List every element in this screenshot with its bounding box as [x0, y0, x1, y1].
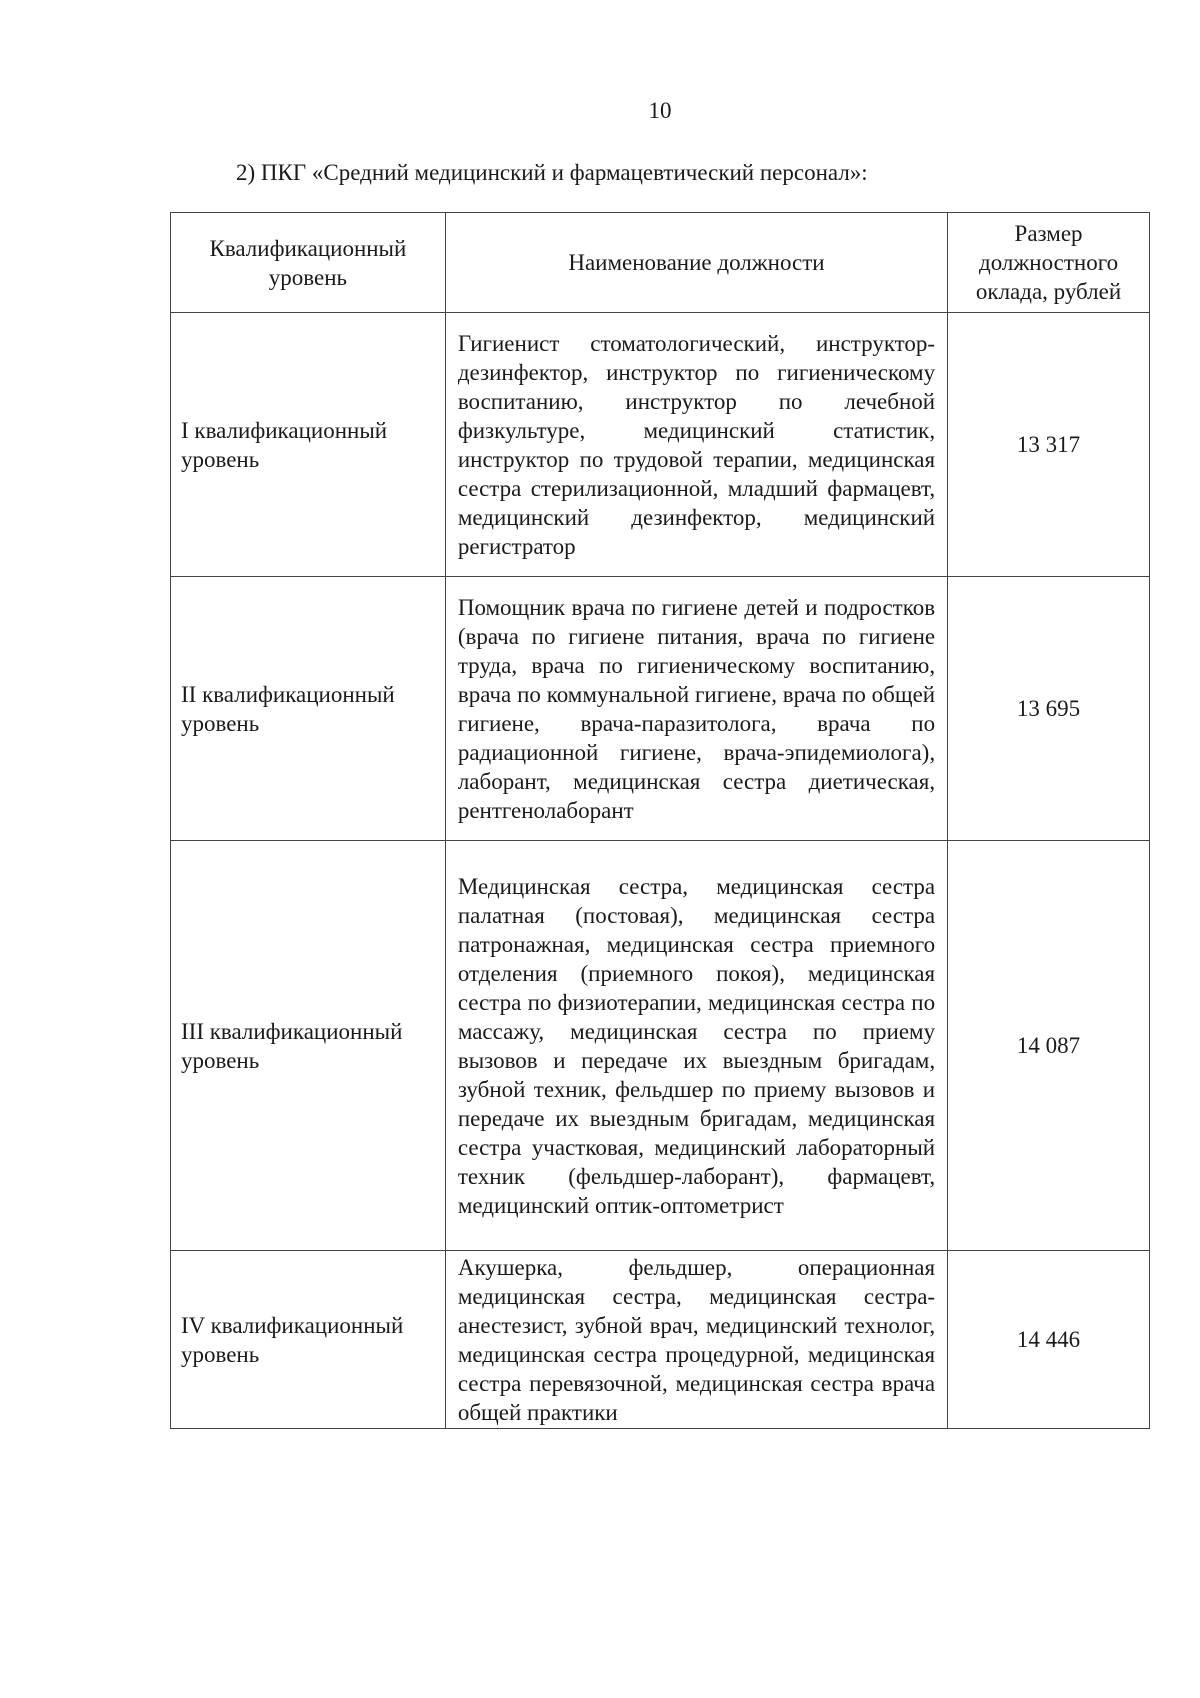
level-cell: II квалификационный уровень — [171, 577, 446, 841]
header-level: Квалификационный уровень — [171, 213, 446, 313]
positions-cell: Гигиенист стоматологический, инструктор-дезинфектор, инструктор по гигиеническому воспитанию, инструктор по лечебной физкультуре, медицинский статистик, инструктор по трудовой терапии, медицинская сестра стерилизационной, младший фармацевт, медицинский дезинфектор, медицинский регистратор — [445, 313, 947, 577]
salary-table — [170, 212, 1150, 1429]
level-cell: III квалификационный уровень — [171, 841, 446, 1251]
table-row — [171, 577, 1150, 841]
positions-cell: Акушерка, фельдшер, операционная медицинская сестра, медицинская сестра-анестезист, зубной врач, медицинский технолог, медицинская сестра процедурной, медицинская сестра перевязочной, медицинская сестра врача общей практики — [445, 1251, 947, 1429]
level-cell: IV квалификационный уровень — [171, 1251, 446, 1429]
header-position: Наименование должности — [445, 213, 947, 313]
table-header-row — [171, 213, 1150, 313]
level-cell: I квалификационный уровень — [171, 313, 446, 577]
salary-cell: 14 446 — [948, 1251, 1150, 1429]
page-number: 10 — [648, 98, 672, 123]
section-title: 2) ПКГ «Средний медицинский и фармацевтический персонал»: — [236, 160, 868, 185]
salary-cell: 13 695 — [948, 577, 1150, 841]
table-row — [171, 841, 1150, 1251]
table-row — [171, 313, 1150, 577]
positions-cell: Медицинская сестра, медицинская сестра палатная (постовая), медицинская сестра патронажная, медицинская сестра приемного отделения (приемного покоя), медицинская сестра по физиотерапии, медицинская сестра по массажу, медицинская сестра по приему вызовов и передаче их выездным бригадам, зубной техник, фельдшер по приему вызовов и передаче их выездным бригадам, медицинская сестра участковая, медицинский лабораторный техник (фельдшер-лаборант), фармацевт, медицинский оптик-оптометрист — [445, 841, 947, 1251]
salary-cell: 14 087 — [948, 841, 1150, 1251]
header-salary: Размер должностного оклада, рублей — [948, 213, 1150, 313]
table-row — [171, 1251, 1150, 1429]
salary-cell: 13 317 — [948, 313, 1150, 577]
positions-cell: Помощник врача по гигиене детей и подростков (врача по гигиене питания, врача по гигиене труда, врача по гигиеническому воспитанию, врача по коммунальной гигиене, врача по общей гигиене, врача-паразитолога, врача по радиационной гигиене, врача-эпидемиолога), лаборант, медицинская сестра диетическая, рентгенолаборант — [445, 577, 947, 841]
